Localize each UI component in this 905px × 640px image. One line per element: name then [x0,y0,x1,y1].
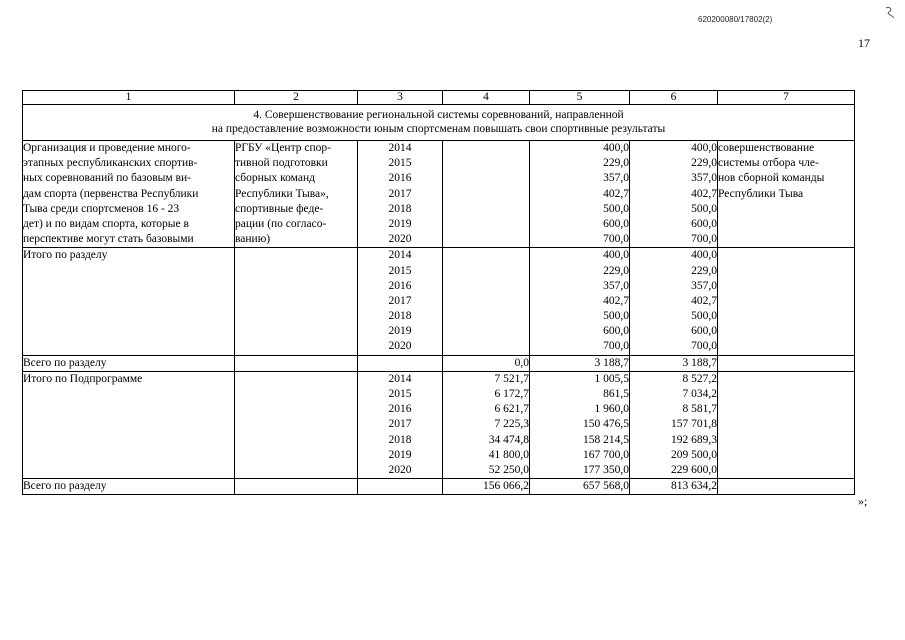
value-cell: 600,0 [603,325,629,338]
year-cell: 2014 [388,142,412,154]
value-cell: 1 960,0 [594,403,629,416]
empty-cell [358,479,443,495]
section-title-line: на предоставление возможности юным спортсменам повышать свои спортивные результаты [211,123,666,135]
value-cell: 158 214,5 [583,433,629,446]
value-cell: 500,0 [691,310,717,323]
result-line: совершенствование [718,142,815,154]
table-row-event [23,141,855,248]
value-cell: 8 527,2 [682,372,717,385]
event-name-line: дет) и по видам спорта, которые в [23,217,189,230]
col-header-3: 3 [358,91,443,105]
value-cell: 402,7 [603,187,629,200]
year-cell: 2019 [388,217,412,230]
value-cell [443,248,529,263]
executor-line: РГБУ «Центр спор- [235,142,331,154]
subprogram-label [23,371,235,478]
value-cell: 402,7 [691,187,717,200]
column-number-row [23,91,855,105]
subprogram-years [358,371,443,478]
value-cell: 700,0 [691,233,717,246]
table-row-subprogram-subtotal [23,371,855,478]
subprogram-col4 [443,371,530,478]
value-cell: 400,0 [603,142,629,154]
table-row-section-total [23,355,855,371]
table-row-section-subtotal [23,248,855,355]
grand-total-col5: 657 568,0 [530,479,630,495]
section-title [23,105,855,141]
value-cell: 600,0 [603,217,629,230]
year-cell: 2019 [388,325,412,338]
value-cell: 861,5 [603,388,629,401]
value-cell: 500,0 [603,202,629,215]
value-cell: 1 005,5 [594,372,629,385]
value-cell: 7 225,3 [494,418,529,431]
result-line: нов сборной команды [718,172,825,185]
value-cell: 150 476,5 [583,418,629,431]
value-cell: 500,0 [691,202,717,215]
row-label: Итого по Подпрограмме [23,372,143,385]
subtotal-col5 [530,248,630,355]
document-number: 620200080/17802(2) [698,15,773,24]
col-header-4: 4 [443,91,530,105]
year-cell: 2017 [388,187,412,200]
year-cell: 2020 [388,340,412,353]
empty-cell [718,355,855,371]
value-cell [443,187,529,202]
subtotal-years [358,248,443,355]
value-cell [443,339,529,354]
subtotal-label [23,248,235,355]
value-cell: 52 250,0 [488,463,529,476]
value-cell: 177 350,0 [583,463,629,476]
value-cell: 167 700,0 [583,448,629,461]
year-cell: 2017 [388,294,412,307]
value-cell: 229,0 [691,157,717,170]
value-cell [443,171,529,186]
event-executor [235,141,358,248]
subprogram-col5 [530,371,630,478]
value-cell: 357,0 [691,172,717,185]
executor-line: Республики Тыва», [235,187,329,200]
value-cell: 700,0 [603,340,629,353]
year-cell: 2014 [388,372,412,385]
table-row-grand-total [23,479,855,495]
section-total-col4: 0,0 [443,355,530,371]
event-name-line: Тыва среди спортсменов 16 - 23 [23,202,180,215]
value-cell: 700,0 [603,233,629,246]
result-line: системы отбора чле- [718,157,819,170]
year-cell: 2020 [388,233,412,246]
empty-cell [718,371,855,478]
scan-mark-icon [884,6,896,20]
value-cell [443,309,529,324]
section-total-col6: 3 188,7 [630,355,718,371]
year-cell: 2015 [388,157,412,170]
page-number: 17 [858,36,870,50]
value-cell: 8 581,7 [682,403,717,416]
value-cell: 6 621,7 [494,403,529,416]
value-cell: 229,0 [691,264,717,277]
executor-line: спортивные феде- [235,202,324,215]
value-cell: 7 034,2 [682,388,717,401]
value-cell [443,141,529,156]
result-line: Республики Тыва [718,187,804,200]
event-name [23,141,235,248]
event-col5 [530,141,630,248]
col-header-6: 6 [630,91,718,105]
value-cell: 209 500,0 [671,448,717,461]
value-cell: 400,0 [603,249,629,262]
empty-cell [358,355,443,371]
subtotal-col4 [443,248,530,355]
section-title-line: 4. Совершенствование региональной системы соревнований, направленной [253,109,624,121]
value-cell: 6 172,7 [494,388,529,401]
value-cell: 229,0 [603,157,629,170]
event-name-line: дам спорта (первенства Республики [23,187,199,200]
value-cell [443,217,529,232]
year-cell: 2016 [388,279,412,292]
event-result [718,141,855,248]
row-label: Итого по разделу [23,249,108,262]
value-cell: 229 600,0 [671,463,717,476]
value-cell: 700,0 [691,340,717,353]
year-cell: 2018 [388,433,412,446]
value-cell [443,279,529,294]
value-cell: 157 701,8 [671,418,717,431]
year-cell: 2016 [388,403,412,416]
col-header-1: 1 [23,91,235,105]
value-cell [443,202,529,217]
executor-line: сборных команд [235,172,315,185]
year-cell: 2014 [388,249,412,262]
value-cell: 357,0 [691,279,717,292]
empty-cell [235,479,358,495]
value-cell: 41 800,0 [488,448,529,461]
event-years [358,141,443,248]
grand-total-label: Всего по разделу [23,479,235,495]
year-cell: 2015 [388,388,412,401]
value-cell: 192 689,3 [671,433,717,446]
executor-line: ванию) [235,233,271,246]
subprogram-col6 [630,371,718,478]
empty-cell [235,371,358,478]
col-header-5: 5 [530,91,630,105]
empty-cell [235,248,358,355]
value-cell: 7 521,7 [494,372,529,385]
value-cell [443,294,529,309]
event-name-line: Организация и проведение много- [23,142,191,154]
event-col6 [630,141,718,248]
section-title-row [23,105,855,141]
value-cell: 500,0 [603,310,629,323]
executor-line: тивной подготовки [235,157,328,170]
year-cell: 2020 [388,463,412,476]
value-cell [443,324,529,339]
value-cell: 357,0 [603,279,629,292]
executor-line: рации (по согласо- [235,217,327,230]
value-cell [443,264,529,279]
value-cell: 402,7 [691,294,717,307]
event-name-line: ных соревнований по базовым ви- [23,172,191,185]
section-total-col5: 3 188,7 [530,355,630,371]
value-cell: 402,7 [603,294,629,307]
grand-total-col4: 156 066,2 [443,479,530,495]
value-cell: 600,0 [691,217,717,230]
grand-total-col6: 813 634,2 [630,479,718,495]
value-cell [443,156,529,171]
event-name-line: этапных республиканских спортив- [23,157,198,170]
empty-cell [718,248,855,355]
col-header-2: 2 [235,91,358,105]
value-cell [443,232,529,247]
year-cell: 2016 [388,172,412,185]
year-cell: 2018 [388,202,412,215]
financing-table [22,90,855,495]
value-cell: 400,0 [691,249,717,262]
section-total-label: Всего по разделу [23,355,235,371]
value-cell: 34 474,8 [488,433,529,446]
year-cell: 2015 [388,264,412,277]
subtotal-col6 [630,248,718,355]
value-cell: 357,0 [603,172,629,185]
year-cell: 2017 [388,418,412,431]
closing-mark: »; [858,494,868,508]
empty-cell [718,479,855,495]
empty-cell [235,355,358,371]
event-col4 [443,141,530,248]
value-cell: 229,0 [603,264,629,277]
value-cell: 600,0 [691,325,717,338]
year-cell: 2019 [388,448,412,461]
year-cell: 2018 [388,310,412,323]
value-cell: 400,0 [691,142,717,154]
col-header-7: 7 [718,91,855,105]
event-name-line: перспективе могут стать базовыми [23,233,194,246]
